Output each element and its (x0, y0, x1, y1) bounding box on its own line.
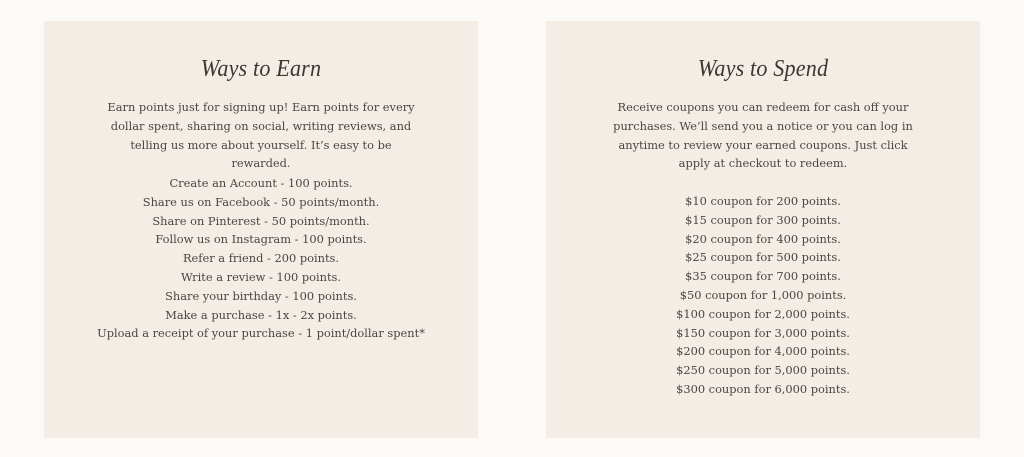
spend-item-10: $10 coupon for 200 points. (685, 194, 841, 208)
ways-to-spend-list (546, 192, 980, 399)
earn-item-facebook: Share us on Facebook - 50 points/month. (142, 194, 380, 209)
spend-item-150: $150 coupon for 3,000 points. (676, 325, 850, 340)
spend-item-15: $15 coupon for 300 points. (685, 212, 841, 227)
earn-item-write-review: Write a review - 100 points. (180, 269, 341, 284)
earn-item-create-account: Create an Account - 100 points. (169, 176, 353, 190)
earn-item-upload-receipt: Upload a receipt of your purchase - 1 point/dollar spent* (97, 326, 425, 341)
earn-item-refer-friend: Refer a friend - 200 points. (182, 251, 340, 266)
spend-item-25: $25 coupon for 500 points. (685, 250, 841, 265)
earn-item-birthday: Share your birthday - 100 points. (165, 288, 357, 303)
ways-to-spend-panel (546, 21, 980, 438)
earn-item-instagram: Follow us on Instagram - 100 points. (155, 232, 367, 247)
ways-to-earn-panel (44, 21, 478, 438)
spend-item-35: $35 coupon for 700 points. (685, 269, 841, 284)
spend-item-100: $100 coupon for 2,000 points. (676, 306, 850, 321)
ways-to-spend-title: Ways to Spend (697, 56, 829, 82)
earn-item-purchase: Make a purchase - 1x - 2x points. (165, 307, 357, 322)
spend-item-200: $200 coupon for 4,000 points. (676, 344, 850, 359)
spend-item-20: $20 coupon for 400 points. (685, 231, 841, 246)
ways-to-spend-intro: Receive coupons you can redeem for cash off your purchases. We’ll send you a notice or you can log in anytime to review your earned coupons. Just click apply at checkout to redeem. (613, 100, 913, 171)
spend-item-300: $300 coupon for 6,000 points. (676, 381, 850, 396)
ways-to-earn-title: Ways to Earn (200, 56, 322, 82)
spend-item-250: $250 coupon for 5,000 points. (676, 363, 850, 378)
ways-to-earn-list (44, 174, 478, 343)
spend-item-50: $50 coupon for 1,000 points. (679, 287, 847, 302)
earn-item-pinterest: Share on Pinterest - 50 points/month. (152, 213, 370, 228)
ways-to-earn-intro: Earn points just for signing up! Earn points for every dollar spent, sharing on social, writing reviews, and telling us more about yourself. It’s easy to be rewarded. (107, 100, 415, 171)
